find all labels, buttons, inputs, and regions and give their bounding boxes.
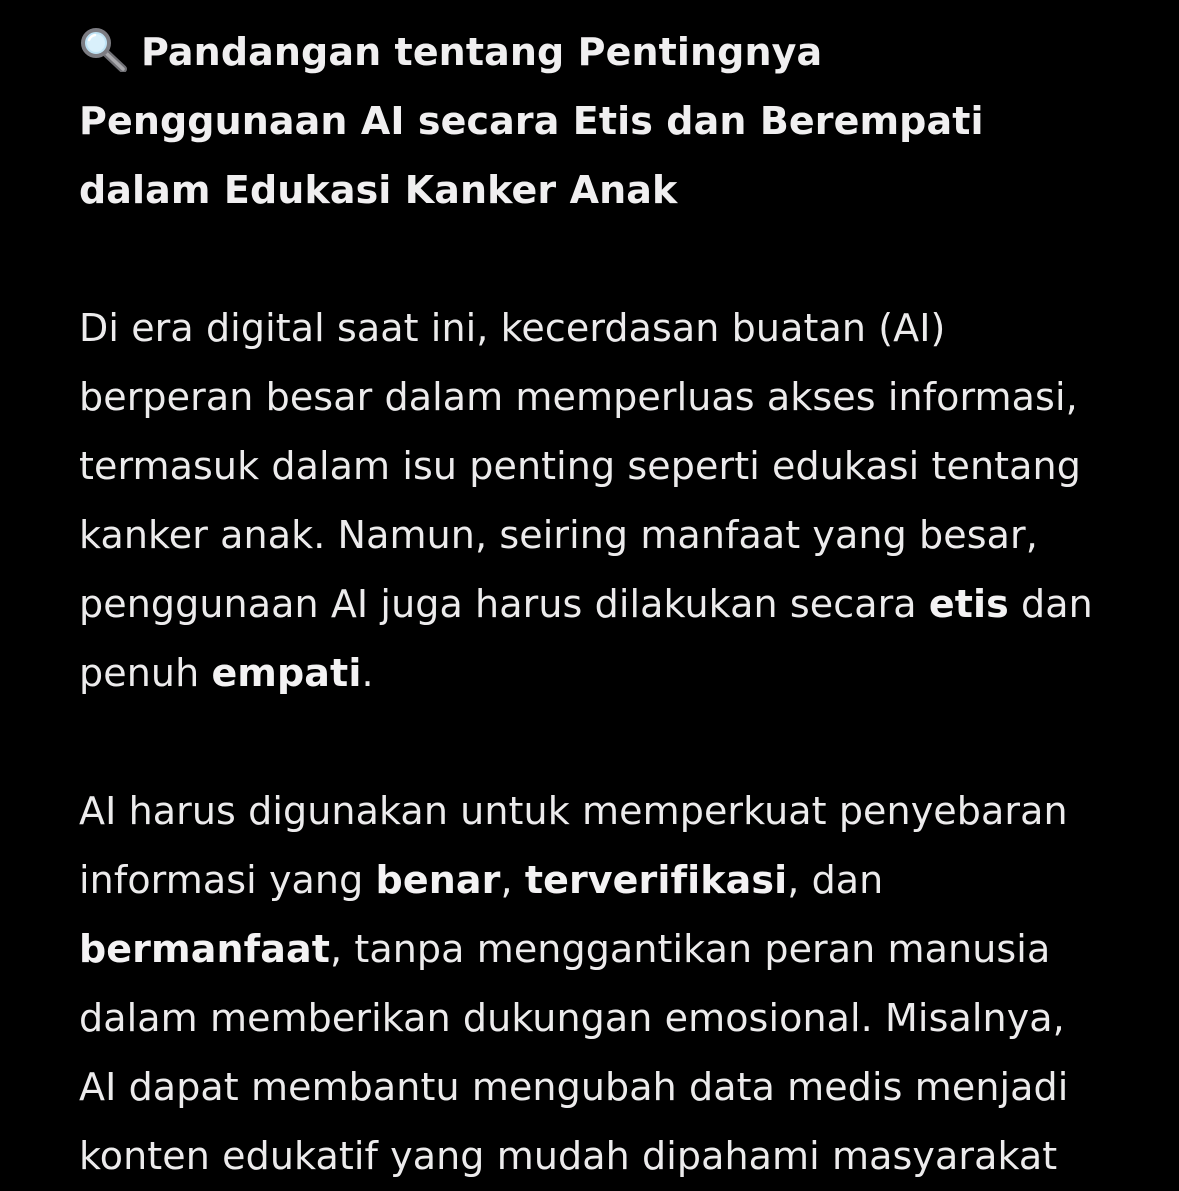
paragraph-text: . <box>361 651 374 695</box>
paragraph-text: , <box>500 858 525 902</box>
paragraph-text: dan penuh <box>79 582 1093 695</box>
emphasis-text: etis <box>928 582 1009 626</box>
paragraph-text: Di era digital saat ini, kecerdasan buatan (AI) berperan besar dalam memperluas akses informasi, termasuk dalam isu penting seperti edukasi tentang kanker anak. Namun, seiring manfaat yang besar, penggunaan AI juga harus dilakukan secara <box>79 306 1081 626</box>
paragraph-text: AI harus digunakan untuk memperkuat penyebaran informasi yang <box>79 789 1068 902</box>
paragraph-intro <box>79 294 1099 708</box>
emphasis-text: bermanfaat <box>79 927 330 971</box>
magnifying-glass-icon <box>79 28 131 72</box>
article-title-text: Pandangan tentang Pentingnya Penggunaan AI secara Etis dan Berempati dalam Edukasi Kanker Anak <box>79 30 984 212</box>
paragraph-text: , dan <box>787 858 884 902</box>
paragraph-text: , tanpa menggantikan peran manusia dalam memberikan dukungan emosional. Misalnya, AI dapat membantu mengubah data medis menjadi konten edukatif yang mudah dipahami masyarakat <box>79 927 1069 1178</box>
emphasis-text: benar <box>375 858 501 902</box>
emphasis-text: empati <box>211 651 362 695</box>
paragraph-ai-usage <box>79 777 1099 1191</box>
article-title <box>79 18 1099 225</box>
article <box>79 18 1099 1191</box>
emphasis-text: terverifikasi <box>524 858 788 902</box>
